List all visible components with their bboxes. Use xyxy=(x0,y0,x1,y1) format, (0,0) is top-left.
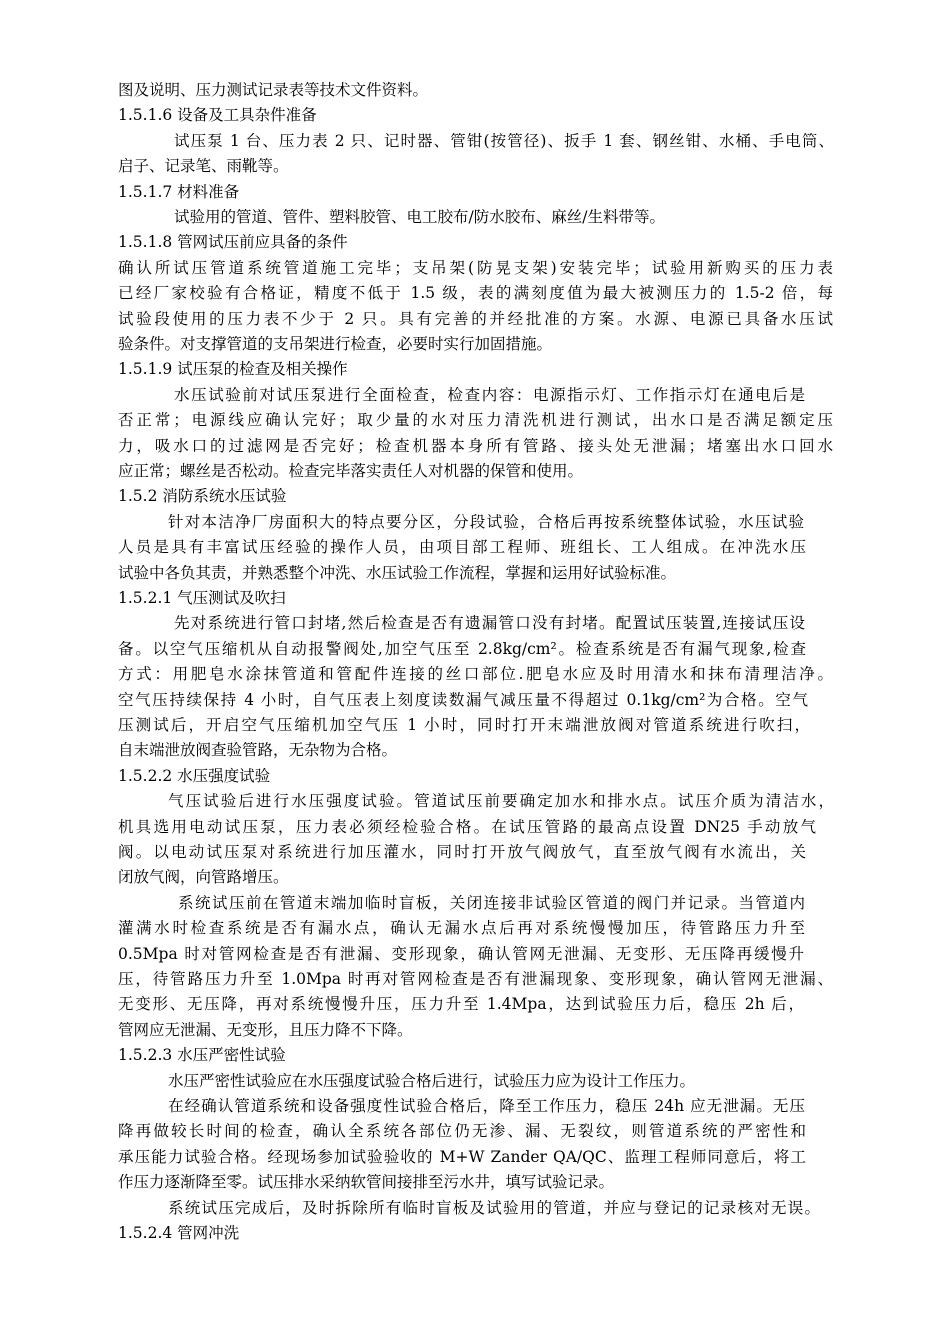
body-line: 图及说明、压力测试记录表等技术文件资料。 xyxy=(118,81,429,99)
body-line: 压测试后，开启空气压缩机加空气压 1 小时，同时打开末端泄放阀对管道系统进行吹扫， xyxy=(118,716,810,734)
body-line: 自末端泄放阀查验管路，无杂物为合格。 xyxy=(118,741,398,759)
body-line: 系统试压前在管道末端加临时盲板，关闭连接非试验区管道的阀门并记录。当管道内 xyxy=(178,894,805,912)
section-heading: 1.5.1.6 设备及工具杂件准备 xyxy=(118,106,317,124)
body-line: 无变形、无压降，再对系统慢慢升压，压力升至 1.4Mpa，达到试验压力后，稳压 2h 后， xyxy=(118,995,804,1013)
section-heading: 1.5.2.1 气压测试及吹扫 xyxy=(118,589,286,607)
body-line: 水压试验前对试压泵进行全面检查，检查内容：电源指示灯、工作指示灯在通电后是 xyxy=(174,386,805,404)
body-line: 试压泵 1 台、压力表 2 只、记时器、管钳(按管径)、扳手 1 套、钢丝钳、水桶、手电筒、 xyxy=(174,132,834,150)
section-heading: 1.5.1.9 试压泵的检查及相关操作 xyxy=(118,360,348,378)
section-heading: 1.5.2.4 管网冲洗 xyxy=(118,1224,240,1242)
body-line: 否正常；电源线应确认完好；取少量的水对压力清洗机进行测试，出水口是否满足额定压 xyxy=(118,411,833,429)
body-line: 已经厂家校验有合格证，精度不低于 1.5 级，表的满刻度值为最大被测压力的 1.5-2 倍，每 xyxy=(118,284,833,302)
body-line: 灌满水时检查系统是否有漏水点，确认无漏水点后再对系统慢慢加压，待管路压力升至 xyxy=(118,919,805,937)
section-heading: 1.5.1.7 材料准备 xyxy=(118,183,240,201)
body-line: 方式：用肥皂水涂抹管道和管配件连接的丝口部位.肥皂水应及时用清水和抹布清理洁净。 xyxy=(118,665,833,683)
body-line: 应正常；螺丝是否松动。检查完毕落实责任人对机器的保管和使用。 xyxy=(118,462,584,480)
section-heading: 1.5.2.3 水压严密性试验 xyxy=(118,1046,286,1064)
body-line: 系统试压完成后，及时拆除所有临时盲板及试验用的管道，并应与登记的记录核对无误。 xyxy=(168,1199,820,1217)
body-line: 气压试验后进行水压强度试验。管道试压前要确定加水和排水点。试压介质为清洁水， xyxy=(168,792,834,810)
body-line: 闭放气阀，向管路增压。 xyxy=(118,868,289,886)
body-line: 人员是具有丰富试压经验的操作人员，由项目部工程师、班组长、工人组成。在冲洗水压 xyxy=(118,538,806,556)
body-line: 备。以空气压缩机从自动报警阀处,加空气压至 2.8kg/cm²。检查系统是否有漏气现象,检查 xyxy=(118,640,806,658)
body-line: 验条件。对支撑管道的支吊架进行检查，必要时实行加固措施。 xyxy=(118,335,553,353)
body-line: 承压能力试验合格。经现场参加试验验收的 M+W Zander QA/QC、监理工程师同意后，将工 xyxy=(118,1148,806,1166)
body-line: 空气压持续保持 4 小时，自气压表上刻度读数漏气减压量不得超过 0.1kg/cm²为合格。空气 xyxy=(118,691,808,709)
body-line: 0.5Mpa 时对管网检查是否有泄漏、变形现象，确认管网无泄漏、无变形、无压降再缓慢升 xyxy=(118,945,804,963)
body-line: 机具选用电动试压泵，压力表必须经检验合格。在试压管路的最高点设置 DN25 手动放气 xyxy=(118,818,816,836)
body-line: 针对本洁净厂房面积大的特点要分区，分段试验，合格后再按系统整体试验，水压试验 xyxy=(168,513,804,531)
body-line: 启子、记录笔、雨靴等。 xyxy=(118,157,289,175)
body-line: 力，吸水口的过滤网是否完好；检查机器本身所有管路、接头处无泄漏；堵塞出水口回水 xyxy=(118,437,833,455)
body-line: 先对系统进行管口封堵,然后检查是否有遗漏管口没有封堵。配置试压装置,连接试压设 xyxy=(174,614,805,632)
body-line: 水压严密性试验应在水压强度试验合格后进行，试验压力应为设计工作压力。 xyxy=(168,1072,696,1090)
body-line: 管网应无泄漏、无变形，且压力降不下降。 xyxy=(118,1021,413,1039)
body-line: 作压力逐渐降至零。试压排水采纳软管间接排至污水井，填写试验记录。 xyxy=(118,1173,615,1191)
body-line: 试验段使用的压力表不少于 2 只。具有完善的并经批准的方案。水源、电源已具备水压试 xyxy=(118,310,833,328)
body-line: 阀。以电动试压泵对系统进行加压灌水，同时打开放气阀放气，直至放气阀有水流出，关 xyxy=(118,843,806,861)
body-line: 在经确认管道系统和设备强度性试验合格后，降至工作压力，稳压 24h 应无泄漏。无压 xyxy=(168,1097,805,1115)
body-line: 确认所试压管道系统管道施工完毕；支吊架(防晃支架)安装完毕；试验用新购买的压力表 xyxy=(118,259,833,277)
body-line: 压，待管路压力升至 1.0Mpa 时再对管网检查是否有泄漏现象、变形现象，确认管网无泄漏、 xyxy=(118,970,833,988)
section-heading: 1.5.1.8 管网试压前应具备的条件 xyxy=(118,233,348,251)
section-heading: 1.5.2 消防系统水压试验 xyxy=(118,487,287,505)
body-line: 降再做较长时间的检查，确认全系统各部位仍无渗、漏、无裂纹，则管道系统的严密性和 xyxy=(118,1122,806,1140)
body-line: 试验用的管道、管件、塑料胶管、电工胶布/防水胶布、麻丝/生料带等。 xyxy=(174,208,665,226)
body-line: 试验中各负其责，并熟悉整个冲洗、水压试验工作流程，掌握和运用好试验标准。 xyxy=(118,564,677,582)
section-heading: 1.5.2.2 水压强度试验 xyxy=(118,767,271,785)
